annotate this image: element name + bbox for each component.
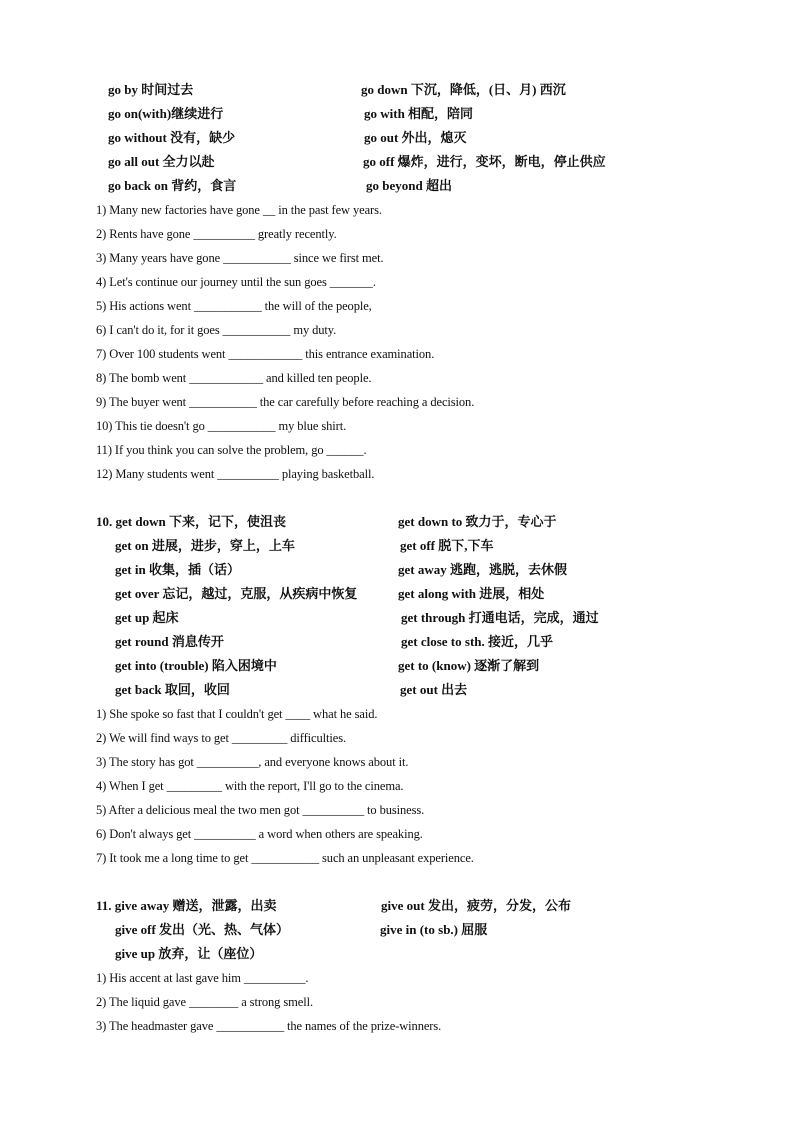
- phrase: give off 发出（光、热、气体）: [115, 922, 290, 937]
- phrase: go down 下沉，降低，(日、月) 西沉: [361, 82, 566, 97]
- exercise-line: 9) The buyer went ___________ the car carefully before reaching a decision.: [96, 395, 475, 409]
- phrase: get back 取回，收回: [115, 682, 230, 697]
- exercise-line: 2) Rents have gone __________ greatly recently.: [96, 227, 337, 241]
- phrase: go all out 全力以赴: [108, 154, 215, 169]
- phrase: get on 进展，进步，穿上，上车: [115, 538, 295, 553]
- exercise-line: 8) The bomb went ____________ and killed ten people.: [96, 371, 372, 385]
- phrase: give in (to sb.) 屈服: [380, 922, 488, 937]
- phrase: get out 出去: [400, 682, 468, 697]
- exercise-line: 7) It took me a long time to get ___________ such an unpleasant experience.: [96, 851, 474, 865]
- phrase: go back on 背约，食言: [108, 178, 237, 193]
- section-heading: 10. get down 下来，记下，使沮丧: [96, 514, 286, 529]
- phrase: get round 消息传开: [115, 634, 224, 649]
- exercise-line: 2) We will find ways to get _________ difficulties.: [96, 731, 346, 745]
- phrase: go off 爆炸，进行，变坏，断电，停止供应: [363, 154, 606, 169]
- exercise-line: 4) Let's continue our journey until the sun goes _______.: [96, 275, 376, 289]
- phrase: go with 相配，陪同: [364, 106, 474, 121]
- phrase: give up 放弃，让（座位）: [115, 946, 263, 961]
- section-heading: 11. give away 赠送，泄露，出卖: [96, 898, 277, 913]
- exercise-line: 1) His accent at last gave him __________.: [96, 971, 309, 985]
- phrase: go beyond 超出: [366, 178, 452, 193]
- phrase: get down to 致力于，专心于: [398, 514, 557, 529]
- phrase: get up 起床: [115, 610, 179, 625]
- phrase: get close to sth. 接近，几乎: [401, 634, 554, 649]
- exercise-line: 6) I can't do it, for it goes ___________ my duty.: [96, 323, 337, 337]
- phrase: get away 逃跑，逃脱，去休假: [398, 562, 567, 577]
- exercise-line: 7) Over 100 students went ____________ this entrance examination.: [96, 347, 435, 361]
- exercise-line: 5) His actions went ___________ the will of the people,: [96, 299, 372, 313]
- phrase: go without 没有，缺少: [108, 130, 236, 145]
- phrase: get over 忘记，越过，克服，从疾病中恢复: [115, 586, 358, 601]
- exercise-line: 12) Many students went __________ playing basketball.: [96, 467, 375, 481]
- exercise-line: 1) Many new factories have gone __ in the past few years.: [96, 203, 382, 217]
- exercise-line: 1) She spoke so fast that I couldn't get ____ what he said.: [96, 707, 378, 721]
- phrase: get through 打通电话，完成，通过: [401, 610, 599, 625]
- phrase: get to (know) 逐渐了解到: [398, 658, 540, 673]
- exercise-line: 10) This tie doesn't go ___________ my blue shirt.: [96, 419, 347, 433]
- exercise-line: 3) The headmaster gave ___________ the names of the prize-winners.: [96, 1019, 442, 1033]
- exercise-line: 2) The liquid gave ________ a strong smell.: [96, 995, 313, 1009]
- exercise-line: 5) After a delicious meal the two men got __________ to business.: [96, 803, 425, 817]
- exercise-line: 6) Don't always get __________ a word when others are speaking.: [96, 827, 423, 841]
- phrase: go on(with)继续进行: [108, 106, 224, 121]
- exercise-line: 3) Many years have gone ___________ since we first met.: [96, 251, 384, 265]
- exercise-line: 11) If you think you can solve the problem, go ______.: [96, 443, 367, 457]
- phrase: go out 外出，熄灭: [364, 130, 467, 145]
- phrase: get off 脱下,下车: [400, 538, 494, 553]
- phrase: get along with 进展，相处: [398, 586, 545, 601]
- exercise-line: 3) The story has got __________, and everyone knows about it.: [96, 755, 409, 769]
- phrase: get in 收集，插（话）: [115, 562, 240, 577]
- phrase: give out 发出，疲劳，分发，公布: [381, 898, 571, 913]
- exercise-line: 4) When I get _________ with the report, I'll go to the cinema.: [96, 779, 404, 793]
- phrase: get into (trouble) 陷入困境中: [115, 658, 277, 673]
- phrase: go by 时间过去: [108, 82, 194, 97]
